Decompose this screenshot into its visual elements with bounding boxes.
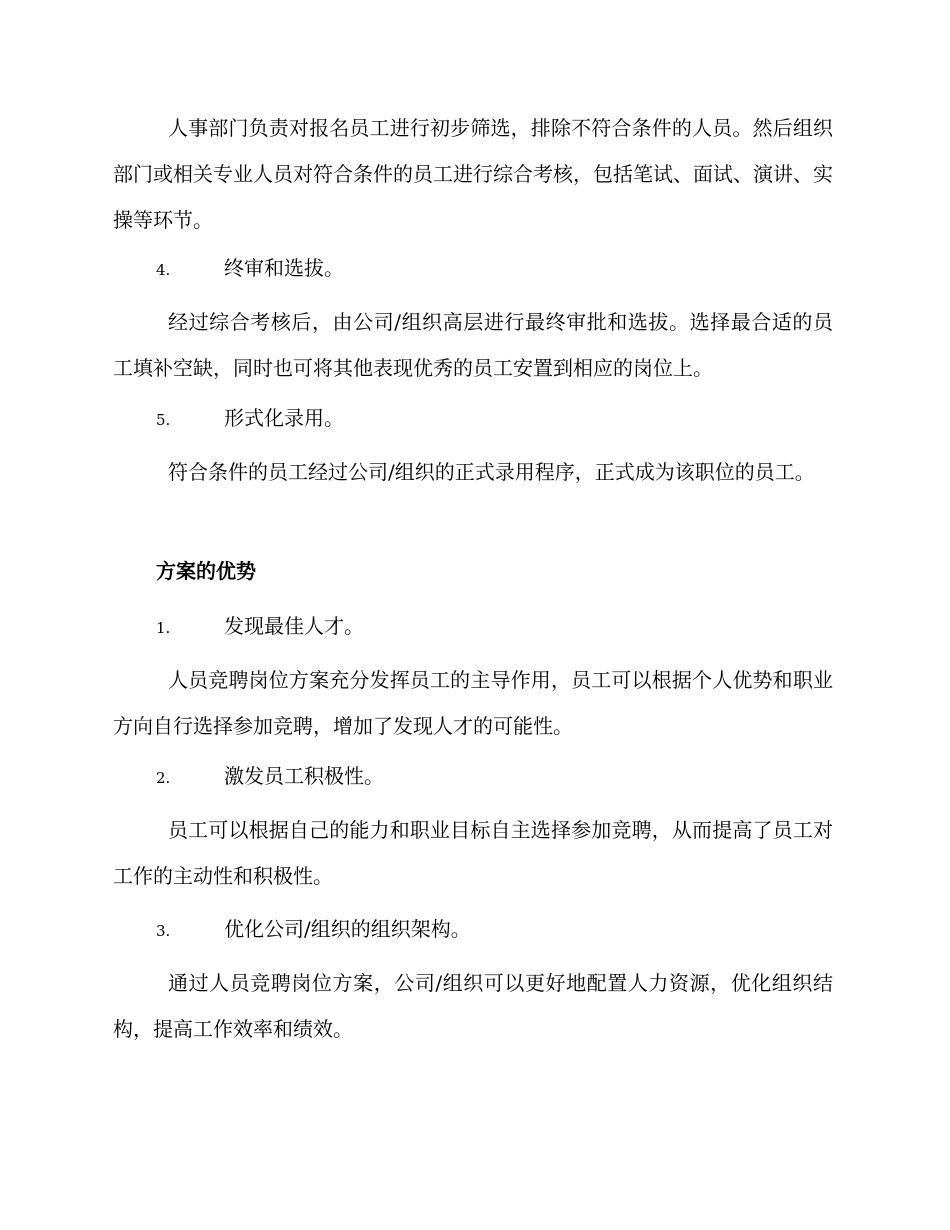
paragraph-formal-hiring: 符合条件的员工经过公司/组织的正式录用程序，正式成为该职位的员工。 bbox=[168, 460, 815, 484]
paragraph-final-review: 经过综合考核后，由公司/组织高层进行最终审批和选拔。选择最合适的员工填补空缺，同时也可将其他表现优秀的员工安置到相应的岗位上。 bbox=[113, 310, 833, 380]
paragraph-structure: 通过人员竞聘岗位方案，公司/组织可以更好地配置人力资源，优化组织结构，提高工作效率和绩效。 bbox=[113, 971, 833, 1041]
list-item-text: 激发员工积极性。 bbox=[224, 764, 384, 788]
list-item-structure bbox=[156, 915, 471, 945]
paragraph-talent: 人员竞聘岗位方案充分发挥员工的主导作用，员工可以根据个人优势和职业方向自行选择参加竞聘，增加了发现人才的可能性。 bbox=[113, 668, 833, 738]
list-item-talent bbox=[156, 612, 364, 642]
list-item-text: 形式化录用。 bbox=[224, 406, 344, 430]
list-item-text: 终审和选拔。 bbox=[224, 256, 344, 280]
list-item-text: 优化公司/组织的组织架构。 bbox=[224, 917, 471, 941]
list-item-final-review bbox=[156, 254, 344, 284]
paragraph-motivation: 员工可以根据自己的能力和职业目标自主选择参加竞聘，从而提高了员工对工作的主动性和积极性。 bbox=[113, 818, 833, 888]
section-heading-advantages: 方案的优势 bbox=[156, 559, 256, 583]
list-item-motivation bbox=[156, 762, 384, 792]
list-item-formal-hiring bbox=[156, 404, 344, 434]
list-number: 3. bbox=[156, 922, 171, 940]
list-number: 4. bbox=[156, 261, 171, 279]
list-number: 2. bbox=[156, 769, 171, 787]
list-item-text: 发现最佳人才。 bbox=[224, 614, 364, 638]
list-number: 1. bbox=[156, 619, 171, 637]
list-number: 5. bbox=[156, 411, 171, 429]
paragraph-screening: 人事部门负责对报名员工进行初步筛选，排除不符合条件的人员。然后组织部门或相关专业人员对符合条件的员工进行综合考核，包括笔试、面试、演讲、实操等环节。 bbox=[113, 116, 833, 232]
